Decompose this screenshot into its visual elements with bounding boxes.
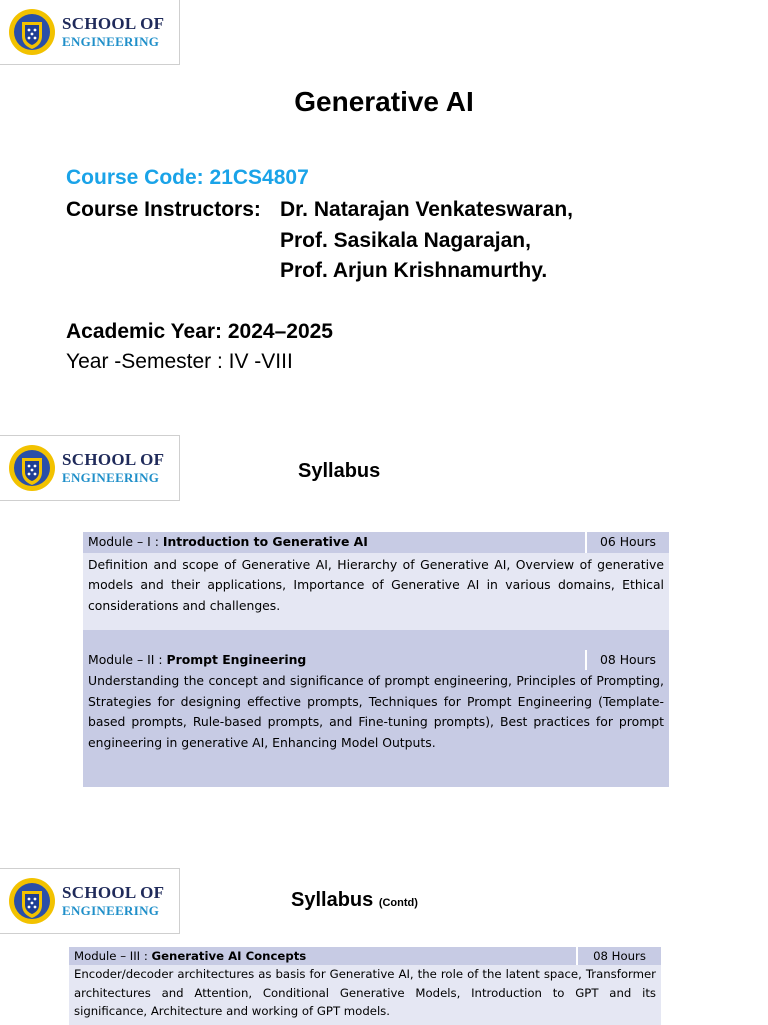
school-logo (0, 0, 180, 65)
module-name: Prompt Engineering (166, 651, 307, 667)
module-content: Definition and scope of Generative AI, Hierarchy of Generative AI, Overview of generative models and their applications, Importance of Generative AI in various domains, Ethical considerations and challenges. (83, 553, 669, 630)
school-emblem-icon (8, 444, 56, 492)
instructor-3: Prof. Arjun Krishnamurthy. (280, 259, 548, 282)
syllabus-table-contd (69, 947, 661, 1025)
logo-line1: SCHOOL OF (62, 883, 165, 902)
logo-line1: SCHOOL OF (62, 450, 165, 469)
academic-year: Academic Year: 2024–2025 (66, 320, 333, 343)
school-emblem-icon (8, 877, 56, 925)
logo-line1: SCHOOL OF (62, 14, 165, 33)
module-content: Encoder/decoder architectures as basis for Generative AI, the role of the latent space, Transformer architectures and Attention, Conditional Generative Models, Introduction to GPT and its significance, Architecture and working of GPT models. (69, 965, 661, 1025)
module-prefix: Module – III : (74, 949, 152, 963)
logo-line2: ENGINEERING (62, 34, 160, 49)
school-logo (0, 435, 180, 501)
module-content: Understanding the concept and significance of prompt engineering, Principles of Prompting, Strategies for designing effective prompts, Techniques for Prompt Engineering (Template-based prompts, Rule-based prompts, and Fine-tuning prompts), Best practices for prompt engineering in generative AI, Enhancing Model Outputs. (83, 670, 669, 787)
logo-line2: ENGINEERING (62, 903, 160, 918)
instructors-label: Course Instructors: (66, 198, 261, 221)
school-emblem-icon (8, 8, 56, 56)
instructor-1: Dr. Natarajan Venkateswaran, (280, 198, 573, 221)
school-logo (0, 868, 180, 934)
module-name: Generative AI Concepts (151, 949, 307, 963)
module-content-row (83, 553, 669, 630)
course-code: Course Code: 21CS4807 (66, 166, 309, 189)
module-spacer (83, 630, 669, 650)
contd-suffix: (Contd) (378, 897, 418, 909)
syllabus-contd-title (291, 889, 418, 912)
module-prefix: Module – II : (88, 651, 167, 667)
module-header (69, 947, 661, 965)
syllabus-title: Syllabus (298, 460, 381, 482)
module-hours: 06 Hours (586, 532, 669, 553)
module-header (83, 532, 669, 553)
module-name: Introduction to Generative AI (162, 534, 368, 549)
module-content-row (83, 670, 669, 787)
module-header (83, 650, 669, 671)
module-hours: 08 Hours (586, 650, 669, 671)
module-prefix: Module – I : (88, 534, 163, 549)
syllabus-table (83, 532, 669, 787)
module-content-row (69, 965, 661, 1025)
course-title: Generative AI (294, 86, 474, 117)
instructor-2: Prof. Sasikala Nagarajan, (280, 229, 531, 252)
logo-line2: ENGINEERING (62, 470, 160, 485)
year-semester: Year -Semester : IV -VIII (66, 350, 293, 373)
module-hours: 08 Hours (577, 947, 661, 965)
syllabus-contd-label: Syllabus (291, 889, 374, 911)
